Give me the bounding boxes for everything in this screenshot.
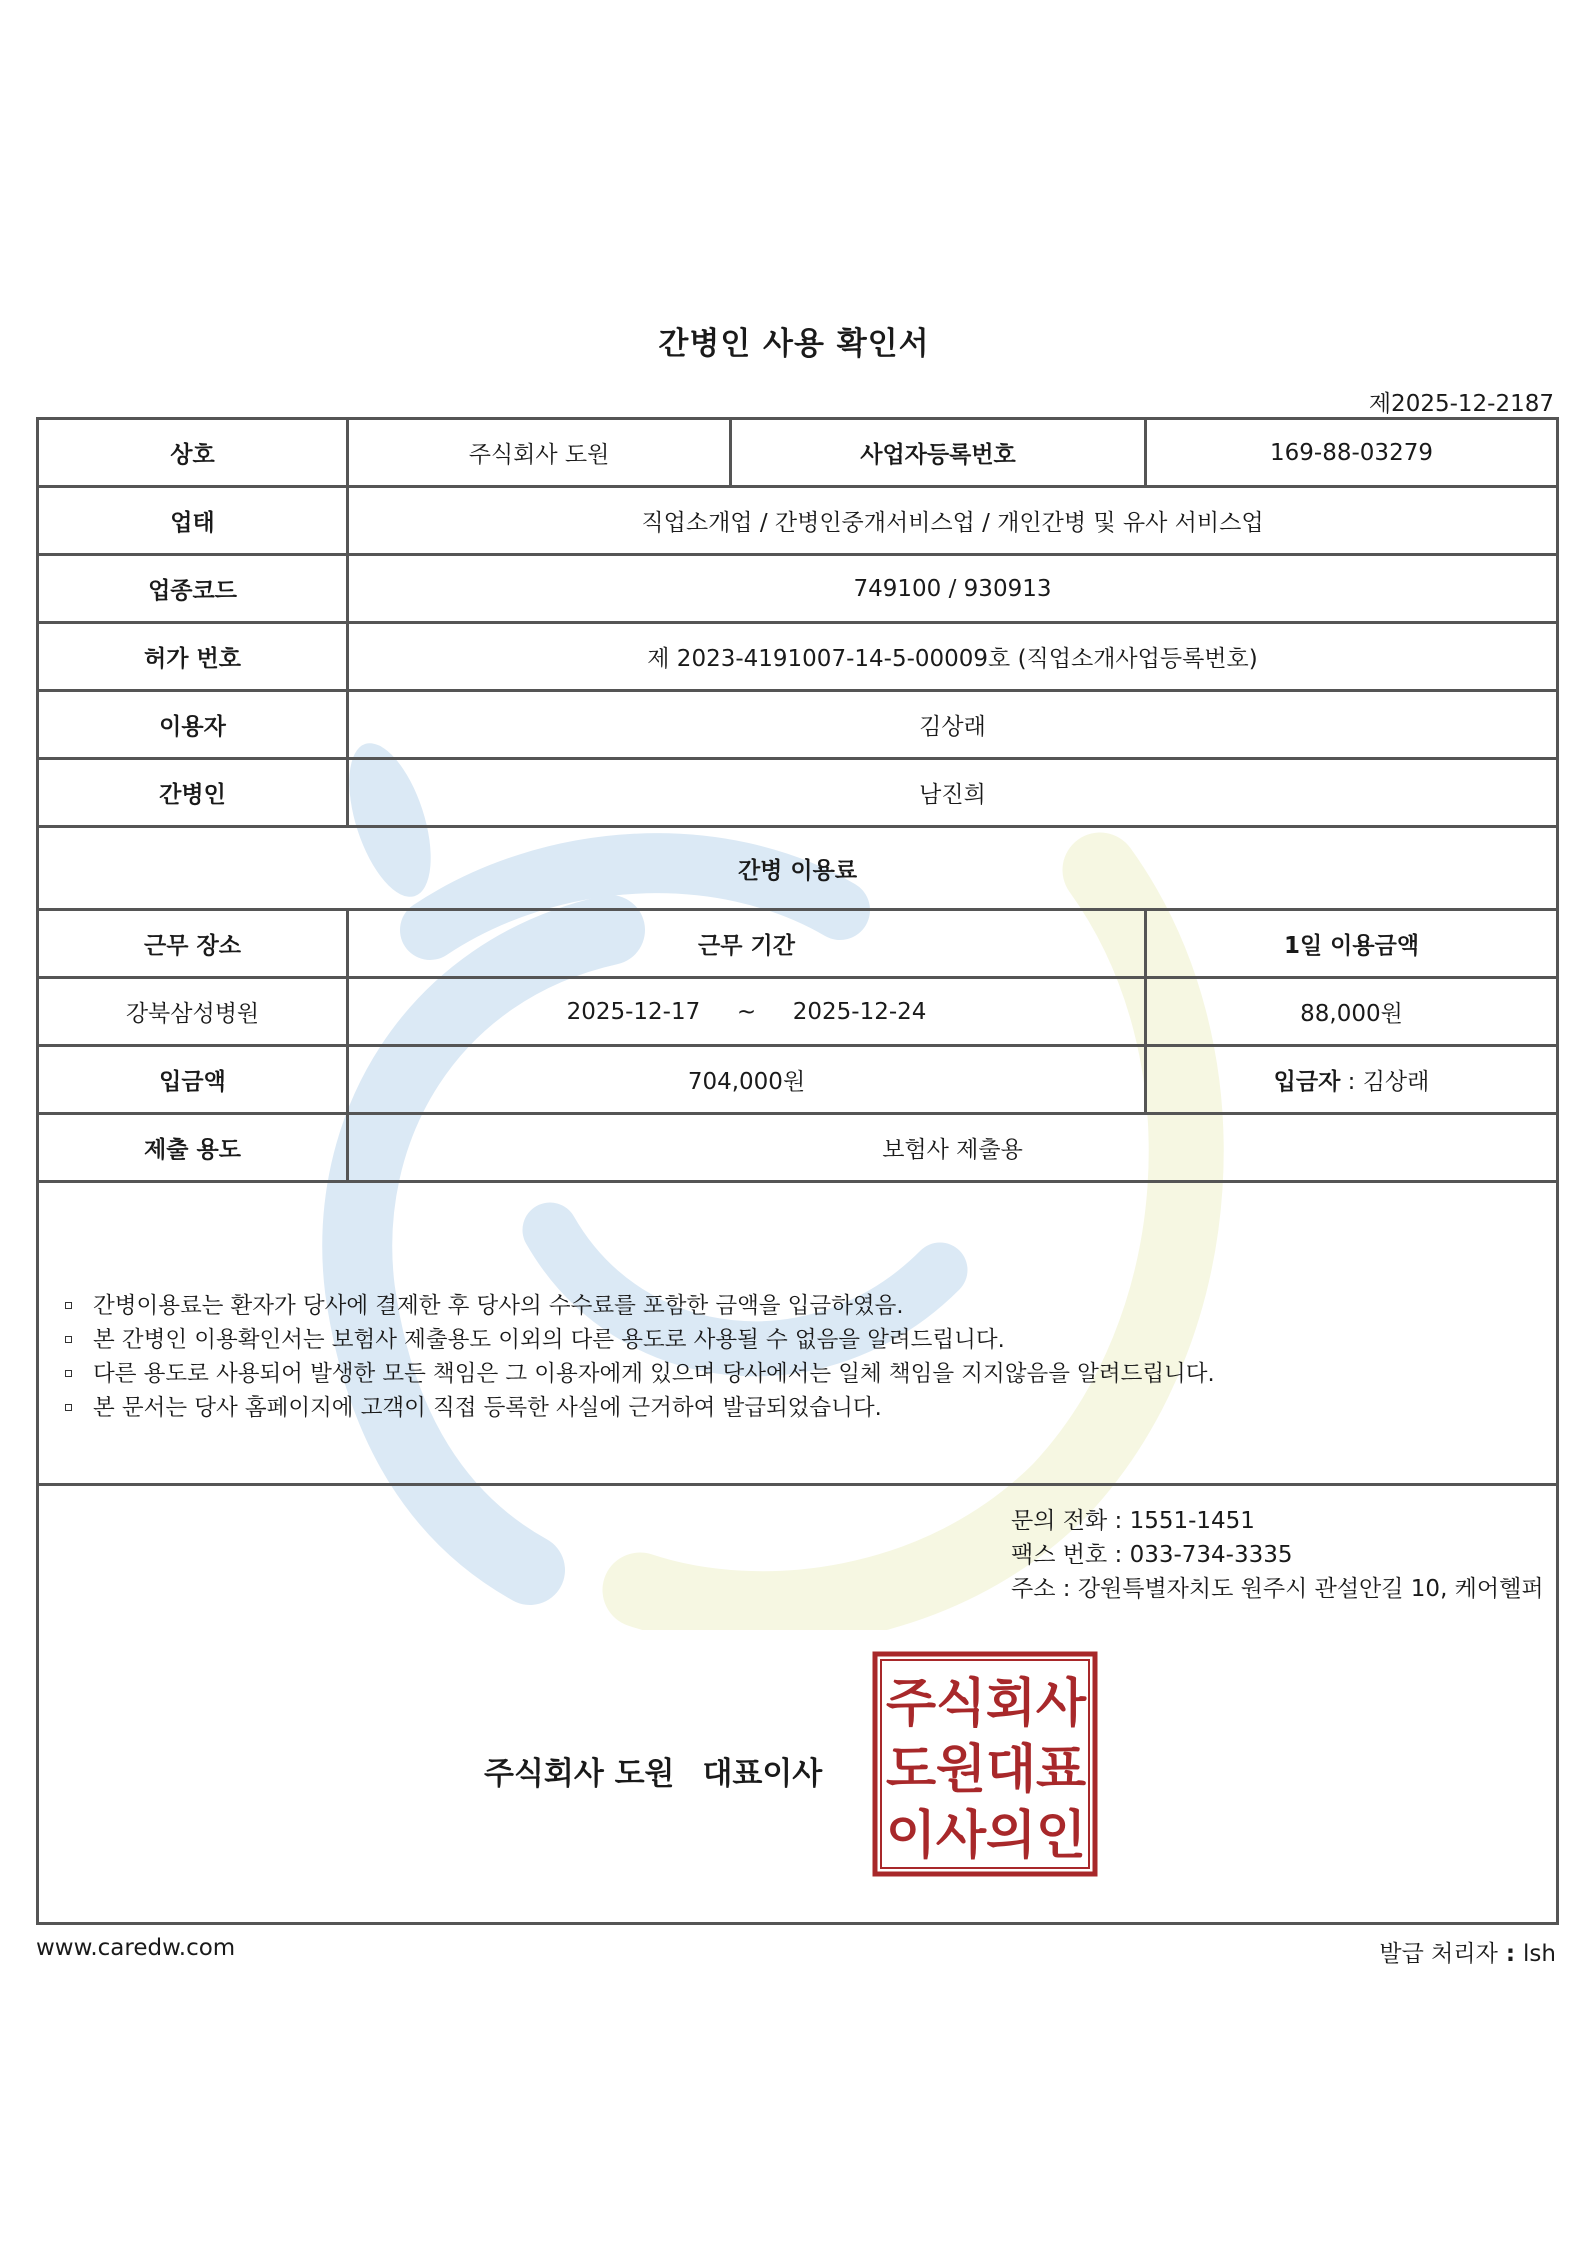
row-purpose — [38, 1114, 1558, 1182]
phone-value: 1551-1451 — [1129, 1508, 1255, 1534]
payer-cell: 입금자 : 김상래 — [1146, 1046, 1558, 1114]
svg-text:사: 사 — [1035, 1674, 1087, 1734]
address-line: 주소 : 강원특별자치도 원주시 관설안길 10, 케어헬퍼 — [1011, 1576, 1544, 1602]
row-user — [38, 691, 1558, 759]
row-license — [38, 623, 1558, 691]
deposit-label: 입금액 — [38, 1046, 348, 1114]
period-separator: ~ — [736, 998, 757, 1025]
representative-signature — [484, 1748, 822, 1793]
svg-text:도: 도 — [885, 1740, 937, 1800]
row-notes — [38, 1182, 1558, 1485]
biz-reg-label: 사업자등록번호 — [731, 419, 1146, 487]
row-signature — [38, 1485, 1558, 1924]
user-label: 이용자 — [38, 691, 348, 759]
row-business-type — [38, 487, 1558, 555]
fee-section-title: 간병 이용료 — [38, 827, 1558, 910]
period-start: 2025-12-17 — [566, 998, 701, 1025]
address-value: 강원특별자치도 원주시 관설안길 10, 케어헬퍼 — [1077, 1576, 1544, 1602]
website-url[interactable]: www.caredw.com — [36, 1935, 236, 1961]
fax-line: 팩스 번호 : 033-734-3335 — [1011, 1542, 1293, 1568]
row-company — [38, 419, 1558, 487]
signature-cell — [38, 1485, 1558, 1924]
square-bullet-icon — [65, 1404, 72, 1411]
svg-text:사: 사 — [935, 1806, 987, 1866]
svg-text:회: 회 — [985, 1674, 1037, 1734]
daily-fee-value: 88,000원 — [1146, 978, 1558, 1046]
square-bullet-icon — [65, 1370, 72, 1377]
row-fee-values — [38, 978, 1558, 1046]
row-caregiver — [38, 759, 1558, 827]
purpose-value: 보험사 제출용 — [348, 1114, 1558, 1182]
confirmation-table — [36, 417, 1559, 1925]
svg-text:이: 이 — [885, 1806, 937, 1866]
issuer-label: 발급 처리자 — [1379, 1941, 1498, 1967]
business-type-label: 업태 — [38, 487, 348, 555]
location-value: 강북삼성병원 — [38, 978, 348, 1046]
daily-fee-label: 1일 이용금액 — [1146, 910, 1558, 978]
issuer-value: lsh — [1523, 1941, 1556, 1967]
license-value: 제 2023-4191007-14-5-00009호 (직업소개사업등록번호) — [348, 623, 1558, 691]
svg-text:식: 식 — [935, 1674, 987, 1734]
row-industry-code — [38, 555, 1558, 623]
deposit-value: 704,000원 — [348, 1046, 1146, 1114]
period-value — [348, 978, 1146, 1046]
square-bullet-icon — [65, 1302, 72, 1309]
business-type-value: 직업소개업 / 간병인중개서비스업 / 개인간병 및 유사 서비스업 — [348, 487, 1558, 555]
row-deposit — [38, 1046, 1558, 1114]
note-item: 다른 용도로 사용되어 발생한 모든 책임은 그 이용자에게 있으며 당사에서는 일체 책임을 지지않음을 알려드립니다. — [65, 1357, 1556, 1391]
representative-company: 주식회사 도원 — [484, 1756, 675, 1792]
biz-reg-value: 169-88-03279 — [1146, 419, 1558, 487]
industry-code-label: 업종코드 — [38, 555, 348, 623]
representative-title: 대표이사 — [702, 1756, 823, 1792]
note-item: 본 간병인 이용확인서는 보험사 제출용도 이외의 다른 용도로 사용될 수 없음을 알려드립니다. — [65, 1323, 1556, 1357]
payer-label: 입금자 — [1273, 1069, 1341, 1095]
row-fee-headers — [38, 910, 1558, 978]
svg-text:인: 인 — [1035, 1806, 1087, 1866]
svg-text:주: 주 — [885, 1674, 937, 1734]
user-value: 김상래 — [348, 691, 1558, 759]
contact-info — [1011, 1504, 1544, 1606]
svg-text:의: 의 — [985, 1806, 1037, 1866]
period-end: 2025-12-24 — [792, 998, 927, 1025]
industry-code-value: 749100 / 930913 — [348, 555, 1558, 623]
square-bullet-icon — [65, 1336, 72, 1343]
company-label: 상호 — [38, 419, 348, 487]
fax-value: 033-734-3335 — [1129, 1542, 1293, 1568]
notes-list — [39, 1183, 1556, 1425]
caregiver-value: 남진희 — [348, 759, 1558, 827]
payer-value: 김상래 — [1362, 1069, 1430, 1095]
license-label: 허가 번호 — [38, 623, 348, 691]
issuer-info: 발급 처리자 : lsh — [1379, 1941, 1556, 1967]
note-item: 간병이용료는 환자가 당사에 결제한 후 당사의 수수료를 포함한 금액을 입금하였음. — [65, 1289, 1556, 1323]
period-label: 근무 기간 — [348, 910, 1146, 978]
note-item: 본 문서는 당사 홈페이지에 고객이 직접 등록한 사실에 근거하여 발급되었습니다. — [65, 1391, 1556, 1425]
document-title: 간병인 사용 확인서 — [658, 326, 930, 362]
phone-line: 문의 전화 : 1551-1451 — [1011, 1508, 1255, 1534]
location-label: 근무 장소 — [38, 910, 348, 978]
purpose-label: 제출 용도 — [38, 1114, 348, 1182]
notes-cell — [38, 1182, 1558, 1485]
svg-text:표: 표 — [1035, 1740, 1087, 1800]
svg-text:원: 원 — [935, 1740, 987, 1800]
document-number: 제2025-12-2187 — [1368, 391, 1554, 417]
svg-text:대: 대 — [985, 1740, 1037, 1800]
company-seal-stamp — [872, 1651, 1098, 1877]
caregiver-label: 간병인 — [38, 759, 348, 827]
company-value: 주식회사 도원 — [348, 419, 731, 487]
row-fee-section — [38, 827, 1558, 910]
